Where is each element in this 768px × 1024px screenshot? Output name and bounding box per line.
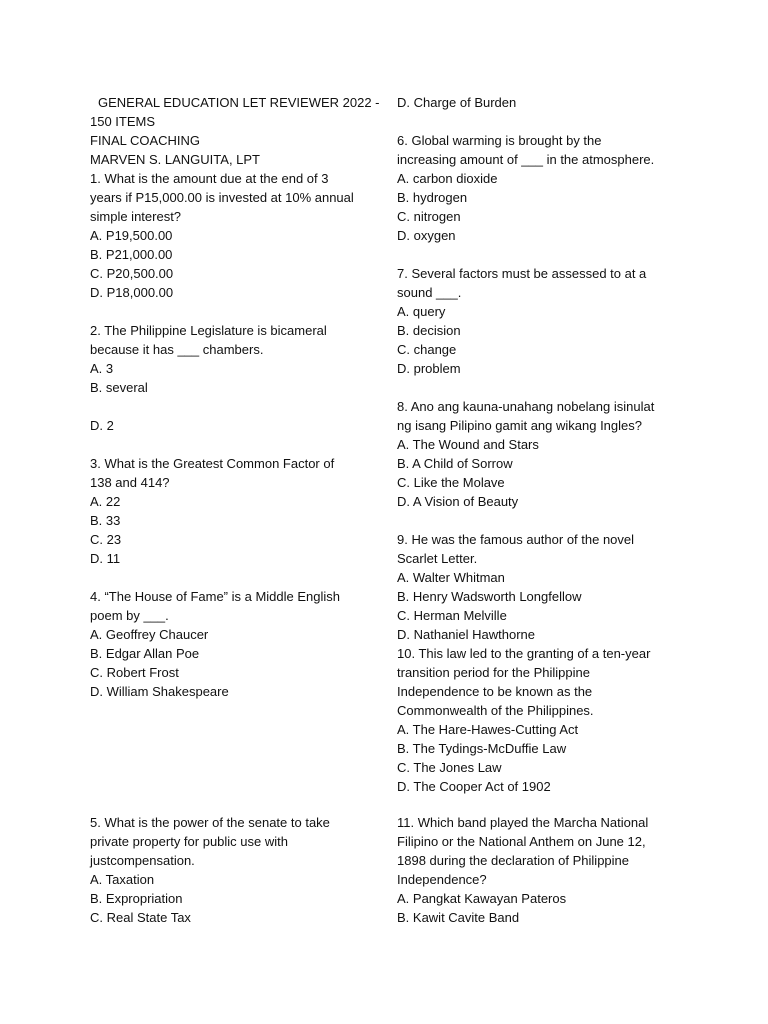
answer-option: B. The Tydings-McDuffie Law	[397, 741, 567, 756]
question-text: 3. What is the Greatest Common Factor of	[90, 456, 335, 471]
answer-option: B. A Child of Sorrow	[397, 456, 513, 471]
question-2	[90, 321, 375, 435]
question-text: Independence to be known as the	[397, 684, 593, 699]
answer-option: D. 2	[90, 418, 114, 433]
question-text: 7. Several factors must be assessed to at a	[397, 266, 647, 281]
answer-option: D. A Vision of Beauty	[397, 494, 519, 509]
question-10	[397, 644, 682, 796]
question-text: years if P15,000.00 is invested at 10% annual	[90, 190, 354, 205]
answer-option: B. Henry Wadsworth Longfellow	[397, 589, 582, 604]
question-text: 1898 during the declaration of Philippine	[397, 853, 630, 868]
left-column-bottom	[90, 813, 375, 927]
answer-option: B. P21,000.00	[90, 247, 173, 262]
right-column-bottom	[397, 813, 682, 927]
answer-option: B. Expropriation	[90, 891, 183, 906]
answer-option: C. Real State Tax	[90, 910, 191, 925]
question-text: simple interest?	[90, 209, 182, 224]
left-column	[90, 93, 380, 701]
answer-option: D. problem	[397, 361, 461, 376]
answer-option: C. Like the Molave	[397, 475, 505, 490]
answer-option: C. Robert Frost	[90, 665, 179, 680]
right-column	[397, 93, 682, 796]
question-text: 10. This law led to the granting of a ten-year	[397, 646, 651, 661]
question-8	[397, 397, 682, 511]
answer-option: C. Herman Melville	[397, 608, 507, 623]
question-text: private property for public use with	[90, 834, 288, 849]
question-text: 1. What is the amount due at the end of 3	[90, 171, 329, 186]
answer-option: A. The Wound and Stars	[397, 437, 539, 452]
answer-option: D. Nathaniel Hawthorne	[397, 627, 536, 642]
document-author: MARVEN S. LANGUITA, LPT	[90, 152, 261, 167]
question-text: Commonwealth of the Philippines.	[397, 703, 594, 718]
question-1	[90, 169, 375, 302]
answer-option: D. P18,000.00	[90, 285, 174, 300]
answer-option: A. Pangkat Kawayan Pateros	[397, 891, 567, 906]
answer-option: A. Geoffrey Chaucer	[90, 627, 209, 642]
answer-option: B. hydrogen	[397, 190, 468, 205]
question-text: Independence?	[397, 872, 487, 887]
answer-option: A. carbon dioxide	[397, 171, 498, 186]
answer-option: B. decision	[397, 323, 461, 338]
answer-option: C. The Jones Law	[397, 760, 502, 775]
question-text: 2. The Philippine Legislature is bicameral	[90, 323, 327, 338]
answer-option: D. oxygen	[397, 228, 456, 243]
answer-option: A. The Hare-Hawes-Cutting Act	[397, 722, 579, 737]
question-text: 138 and 414?	[90, 475, 170, 490]
question-9	[397, 530, 682, 644]
question-5	[90, 813, 375, 927]
answer-option: C. change	[397, 342, 457, 357]
question-text: sound ___.	[397, 285, 462, 300]
question-text: 8. Ano ang kauna-unahang nobelang isinulat	[397, 399, 655, 414]
answer-option: A. Taxation	[90, 872, 155, 887]
question-text: 9. He was the famous author of the novel	[397, 532, 635, 547]
answer-option: A. P19,500.00	[90, 228, 173, 243]
document-title-line2: 150 ITEMS	[90, 114, 156, 129]
answer-option: C. nitrogen	[397, 209, 461, 224]
question-text: justcompensation.	[90, 853, 195, 868]
question-3	[90, 454, 375, 568]
question-text: ng isang Pilipino gamit ang wikang Ingles?	[397, 418, 642, 433]
answer-option: D. Charge of Burden	[397, 95, 517, 110]
question-text: Filipino or the National Anthem on June 12,	[397, 834, 646, 849]
answer-option: B. 33	[90, 513, 121, 528]
question-text: poem by ___.	[90, 608, 169, 623]
answer-option: A. 22	[90, 494, 121, 509]
question-4	[90, 587, 375, 701]
question-text: 11. Which band played the Marcha National	[397, 815, 649, 830]
answer-option: A. query	[397, 304, 446, 319]
answer-option: C. 23	[90, 532, 122, 547]
answer-option: D. The Cooper Act of 1902	[397, 779, 551, 794]
question-11	[397, 813, 682, 927]
question-6	[397, 131, 682, 245]
document-subtitle: FINAL COACHING	[90, 133, 201, 148]
answer-option: D. 11	[90, 551, 121, 566]
question-text: because it has ___ chambers.	[90, 342, 264, 357]
answer-option: A. Walter Whitman	[397, 570, 505, 585]
question-text: transition period for the Philippine	[397, 665, 590, 680]
question-text: 6. Global warming is brought by the	[397, 133, 602, 148]
answer-option: B. Edgar Allan Poe	[90, 646, 200, 661]
question-text: 5. What is the power of the senate to take	[90, 815, 330, 830]
document-title-line1: GENERAL EDUCATION LET REVIEWER 2022 -	[98, 95, 380, 110]
question-text: increasing amount of ___ in the atmosphere.	[397, 152, 655, 167]
answer-option: B. Kawit Cavite Band	[397, 910, 520, 925]
question-text: 4. “The House of Fame” is a Middle English	[90, 589, 340, 604]
question-7	[397, 264, 682, 378]
answer-option: C. P20,500.00	[90, 266, 174, 281]
answer-option: A. 3	[90, 361, 114, 376]
answer-option: D. William Shakespeare	[90, 684, 229, 699]
answer-option: B. several	[90, 380, 148, 395]
question-text: Scarlet Letter.	[397, 551, 478, 566]
